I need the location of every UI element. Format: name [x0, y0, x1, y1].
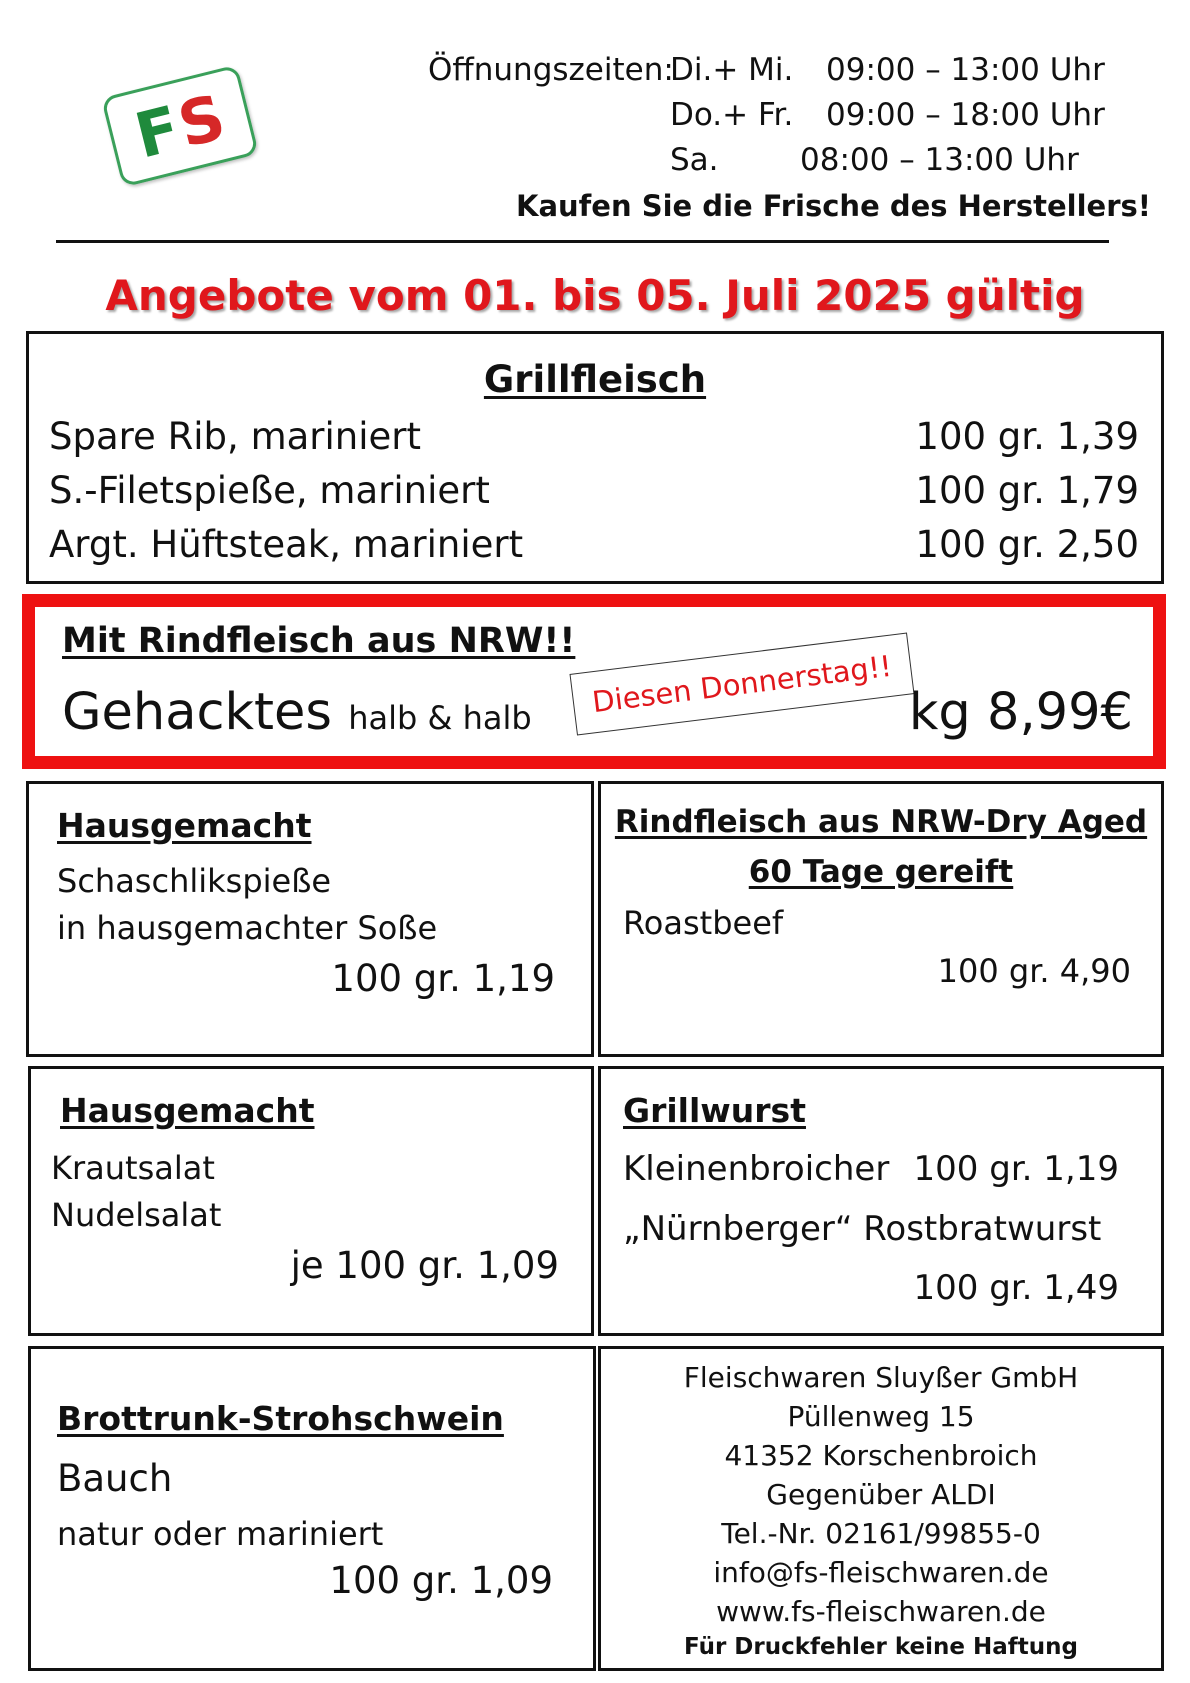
grill-item	[49, 523, 1139, 566]
salat-line-2: Nudelsalat	[51, 1196, 222, 1234]
location-note: Gegenüber ALDI	[766, 1478, 996, 1511]
schaschlik-price: 100 gr. 1,19	[331, 957, 555, 1000]
nrw-highlight-box	[22, 594, 1166, 769]
grillwurst-item-2-name: „Nürnberger“ Rostbratwurst	[623, 1209, 1102, 1249]
hours-label: Öffnungszeiten:	[428, 52, 674, 88]
schaschlik-heading: Hausgemacht	[57, 806, 312, 845]
schaschlik-box	[26, 781, 594, 1057]
street-address: Püllenweg 15	[787, 1400, 975, 1433]
grillwurst-heading: Grillwurst	[623, 1091, 806, 1130]
nrw-product-name: Gehacktes	[62, 683, 332, 742]
nrw-product-sub: halb & halb	[348, 699, 532, 737]
slogan: Kaufen Sie die Frische des Herstellers!	[516, 189, 1151, 223]
grillwurst-item-2-price: 100 gr. 1,49	[913, 1268, 1119, 1308]
strohschwein-heading: Brottrunk-Strohschwein	[57, 1399, 504, 1438]
grillfleisch-box	[26, 331, 1164, 584]
city-address: 41352 Korschenbroich	[724, 1439, 1038, 1472]
header-divider	[56, 240, 1109, 243]
salat-price: je 100 gr. 1,09	[290, 1244, 559, 1287]
contact-box	[598, 1346, 1164, 1671]
salat-line-1: Krautsalat	[51, 1149, 215, 1187]
strohschwein-box	[28, 1346, 596, 1671]
nrw-product	[62, 683, 532, 742]
hours-time-1: 09:00 – 13:00 Uhr	[826, 52, 1105, 88]
email-address: info@fs-fleischwaren.de	[713, 1556, 1049, 1589]
grillwurst-box	[598, 1066, 1164, 1336]
company-name: Fleischwaren Sluyßer GmbH	[683, 1361, 1079, 1394]
logo-letter-s: S	[171, 79, 233, 162]
grill-item	[49, 415, 1139, 458]
disclaimer: Für Druckfehler keine Haftung	[684, 1634, 1078, 1660]
nrw-price: kg 8,99€	[908, 683, 1133, 742]
thursday-stamp: Diesen Donnerstag!!	[569, 633, 914, 736]
website: www.fs-fleischwaren.de	[716, 1595, 1046, 1628]
grill-item-name: S.-Filetspieße, mariniert	[49, 469, 490, 512]
grill-item-price: 100 gr. 2,50	[915, 523, 1139, 566]
grillwurst-item-1-name: Kleinenbroicher	[623, 1149, 890, 1189]
logo-letter-f: F	[127, 90, 189, 173]
nrw-heading: Mit Rindfleisch aus NRW!!	[62, 621, 576, 661]
hours-days-2: Do.+ Fr.	[670, 97, 794, 133]
company-logo	[101, 64, 259, 187]
schaschlik-line-2: in hausgemachter Soße	[57, 909, 438, 947]
salat-box	[28, 1066, 594, 1336]
grill-item-price: 100 gr. 1,79	[915, 469, 1139, 512]
dry-aged-subheading: 60 Tage gereift	[748, 854, 1014, 890]
grill-item-name: Spare Rib, mariniert	[49, 415, 421, 458]
grill-item-price: 100 gr. 1,39	[915, 415, 1139, 458]
offer-title: Angebote vom 01. bis 05. Juli 2025 gültig	[105, 271, 1085, 320]
hours-days-1: Di.+ Mi.	[670, 52, 794, 88]
grillwurst-item-1-price: 100 gr. 1,19	[913, 1149, 1119, 1189]
strohschwein-sub: natur oder mariniert	[57, 1515, 384, 1553]
roastbeef-price: 100 gr. 4,90	[937, 952, 1131, 990]
grill-item-name: Argt. Hüftsteak, mariniert	[49, 523, 524, 566]
grillfleisch-heading: Grillfleisch	[483, 358, 707, 401]
strohschwein-price: 100 gr. 1,09	[329, 1559, 553, 1602]
salat-heading: Hausgemacht	[60, 1091, 315, 1130]
hours-days-3: Sa.	[670, 142, 719, 178]
strohschwein-product: Bauch	[57, 1457, 173, 1500]
roastbeef-label: Roastbeef	[623, 904, 784, 942]
hours-time-2: 09:00 – 18:00 Uhr	[826, 97, 1105, 133]
phone-number: Tel.-Nr. 02161/99855-0	[721, 1517, 1041, 1550]
dry-aged-heading: Rindfleisch aus NRW-Dry Aged	[614, 804, 1148, 840]
dry-aged-box	[598, 781, 1164, 1057]
hours-time-3: 08:00 – 13:00 Uhr	[800, 142, 1079, 178]
grill-item	[49, 469, 1139, 512]
schaschlik-line-1: Schaschlikspieße	[57, 862, 332, 900]
